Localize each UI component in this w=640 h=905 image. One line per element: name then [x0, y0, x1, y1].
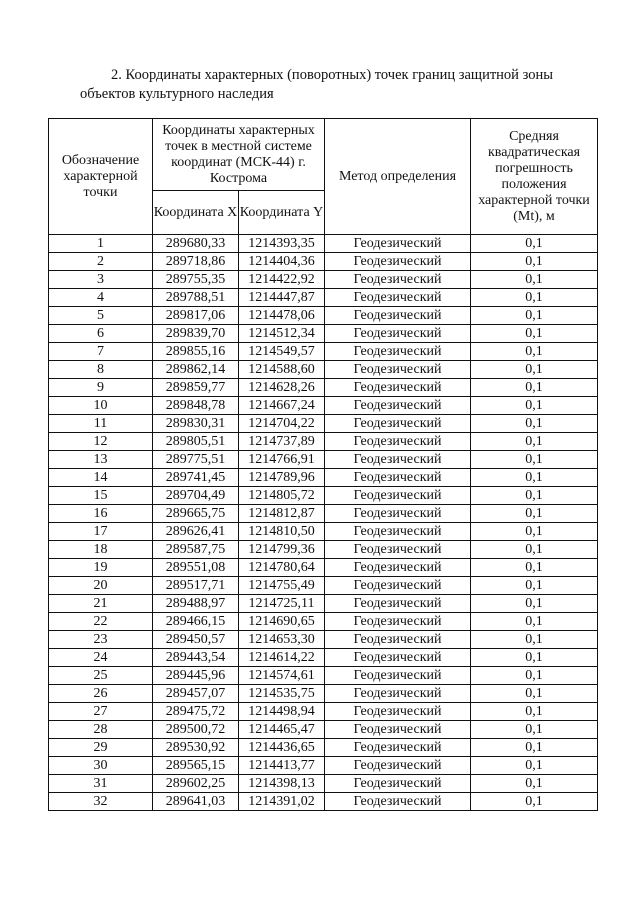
- cell-x: 289848,78: [153, 397, 239, 415]
- cell-x: 289445,96: [153, 667, 239, 685]
- cell-y: 1214653,30: [239, 631, 325, 649]
- cell-error: 0,1: [471, 739, 598, 757]
- table-body: [49, 235, 598, 811]
- cell-point: 22: [49, 613, 153, 631]
- table-row: [49, 559, 598, 577]
- cell-error: 0,1: [471, 685, 598, 703]
- cell-method: Геодезический: [325, 235, 471, 253]
- cell-point: 26: [49, 685, 153, 703]
- cell-point: 13: [49, 451, 153, 469]
- cell-method: Геодезический: [325, 361, 471, 379]
- cell-method: Геодезический: [325, 559, 471, 577]
- cell-error: 0,1: [471, 667, 598, 685]
- cell-x: 289530,92: [153, 739, 239, 757]
- header-point: Обозначение характерной точки: [49, 119, 153, 235]
- cell-point: 6: [49, 325, 153, 343]
- cell-x: 289565,15: [153, 757, 239, 775]
- cell-y: 1214755,49: [239, 577, 325, 595]
- cell-x: 289665,75: [153, 505, 239, 523]
- header-method: Метод определения: [325, 119, 471, 235]
- cell-method: Геодезический: [325, 397, 471, 415]
- cell-point: 32: [49, 793, 153, 811]
- cell-error: 0,1: [471, 397, 598, 415]
- cell-y: 1214799,36: [239, 541, 325, 559]
- cell-method: Геодезический: [325, 415, 471, 433]
- cell-error: 0,1: [471, 721, 598, 739]
- cell-point: 8: [49, 361, 153, 379]
- cell-error: 0,1: [471, 775, 598, 793]
- cell-x: 289855,16: [153, 343, 239, 361]
- cell-method: Геодезический: [325, 703, 471, 721]
- table-row: [49, 325, 598, 343]
- cell-point: 15: [49, 487, 153, 505]
- cell-y: 1214805,72: [239, 487, 325, 505]
- cell-y: 1214549,57: [239, 343, 325, 361]
- table-row: [49, 631, 598, 649]
- cell-y: 1214465,47: [239, 721, 325, 739]
- cell-method: Геодезический: [325, 739, 471, 757]
- cell-point: 27: [49, 703, 153, 721]
- cell-method: Геодезический: [325, 271, 471, 289]
- cell-method: Геодезический: [325, 307, 471, 325]
- cell-x: 289587,75: [153, 541, 239, 559]
- cell-point: 28: [49, 721, 153, 739]
- cell-error: 0,1: [471, 541, 598, 559]
- cell-point: 14: [49, 469, 153, 487]
- cell-method: Геодезический: [325, 253, 471, 271]
- table-row: [49, 721, 598, 739]
- cell-x: 289443,54: [153, 649, 239, 667]
- cell-error: 0,1: [471, 505, 598, 523]
- section-heading: [48, 66, 608, 104]
- cell-point: 10: [49, 397, 153, 415]
- table-row: [49, 595, 598, 613]
- cell-x: 289788,51: [153, 289, 239, 307]
- cell-point: 18: [49, 541, 153, 559]
- cell-x: 289862,14: [153, 361, 239, 379]
- table-row: [49, 775, 598, 793]
- header-error: Средняя квадратическая погрешность положения характерной точки (Mt), м: [471, 119, 598, 235]
- cell-error: 0,1: [471, 793, 598, 811]
- cell-y: 1214398,13: [239, 775, 325, 793]
- table-row: [49, 793, 598, 811]
- cell-y: 1214447,87: [239, 289, 325, 307]
- cell-method: Геодезический: [325, 523, 471, 541]
- cell-method: Геодезический: [325, 289, 471, 307]
- cell-x: 289755,35: [153, 271, 239, 289]
- cell-error: 0,1: [471, 559, 598, 577]
- cell-method: Геодезический: [325, 469, 471, 487]
- cell-x: 289500,72: [153, 721, 239, 739]
- table-row: [49, 235, 598, 253]
- cell-error: 0,1: [471, 379, 598, 397]
- cell-error: 0,1: [471, 631, 598, 649]
- cell-point: 19: [49, 559, 153, 577]
- table-row: [49, 685, 598, 703]
- table-row: [49, 523, 598, 541]
- cell-point: 23: [49, 631, 153, 649]
- cell-point: 30: [49, 757, 153, 775]
- cell-error: 0,1: [471, 649, 598, 667]
- cell-method: Геодезический: [325, 325, 471, 343]
- cell-y: 1214422,92: [239, 271, 325, 289]
- cell-y: 1214789,96: [239, 469, 325, 487]
- cell-x: 289457,07: [153, 685, 239, 703]
- table-row: [49, 577, 598, 595]
- table-row: [49, 415, 598, 433]
- heading-line-2: объектов культурного наследия: [80, 86, 274, 102]
- cell-method: Геодезический: [325, 721, 471, 739]
- cell-error: 0,1: [471, 469, 598, 487]
- cell-error: 0,1: [471, 415, 598, 433]
- cell-x: 289805,51: [153, 433, 239, 451]
- cell-y: 1214498,94: [239, 703, 325, 721]
- cell-y: 1214690,65: [239, 613, 325, 631]
- cell-y: 1214478,06: [239, 307, 325, 325]
- cell-y: 1214436,65: [239, 739, 325, 757]
- cell-x: 289450,57: [153, 631, 239, 649]
- cell-error: 0,1: [471, 307, 598, 325]
- cell-error: 0,1: [471, 595, 598, 613]
- table-row: [49, 505, 598, 523]
- cell-error: 0,1: [471, 577, 598, 595]
- coordinates-table: [48, 118, 598, 811]
- table-row: [49, 703, 598, 721]
- cell-x: 289475,72: [153, 703, 239, 721]
- cell-x: 289517,71: [153, 577, 239, 595]
- cell-error: 0,1: [471, 757, 598, 775]
- cell-method: Геодезический: [325, 343, 471, 361]
- cell-y: 1214737,89: [239, 433, 325, 451]
- cell-error: 0,1: [471, 361, 598, 379]
- cell-point: 24: [49, 649, 153, 667]
- cell-y: 1214574,61: [239, 667, 325, 685]
- cell-method: Геодезический: [325, 541, 471, 559]
- cell-point: 9: [49, 379, 153, 397]
- heading-line-1: 2. Координаты характерных (поворотных) точек границ защитной зоны: [111, 67, 553, 83]
- cell-method: Геодезический: [325, 649, 471, 667]
- cell-point: 4: [49, 289, 153, 307]
- cell-method: Геодезический: [325, 613, 471, 631]
- cell-y: 1214391,02: [239, 793, 325, 811]
- cell-x: 289551,08: [153, 559, 239, 577]
- cell-method: Геодезический: [325, 667, 471, 685]
- cell-point: 1: [49, 235, 153, 253]
- cell-point: 17: [49, 523, 153, 541]
- cell-error: 0,1: [471, 451, 598, 469]
- header-x: Координата X: [153, 191, 239, 235]
- cell-x: 289718,86: [153, 253, 239, 271]
- cell-error: 0,1: [471, 523, 598, 541]
- cell-method: Геодезический: [325, 775, 471, 793]
- table-row: [49, 361, 598, 379]
- cell-point: 31: [49, 775, 153, 793]
- header-coords-group: Координаты характерных точек в местной системе координат (МСК-44) г. Кострома: [153, 119, 325, 191]
- cell-y: 1214667,24: [239, 397, 325, 415]
- cell-error: 0,1: [471, 487, 598, 505]
- cell-point: 29: [49, 739, 153, 757]
- cell-point: 12: [49, 433, 153, 451]
- cell-x: 289839,70: [153, 325, 239, 343]
- cell-error: 0,1: [471, 253, 598, 271]
- cell-method: Геодезический: [325, 631, 471, 649]
- cell-y: 1214704,22: [239, 415, 325, 433]
- cell-y: 1214780,64: [239, 559, 325, 577]
- table-row: [49, 757, 598, 775]
- cell-error: 0,1: [471, 289, 598, 307]
- cell-y: 1214404,36: [239, 253, 325, 271]
- table-row: [49, 739, 598, 757]
- table-row: [49, 289, 598, 307]
- table-row: [49, 487, 598, 505]
- cell-x: 289626,41: [153, 523, 239, 541]
- table-row: [49, 271, 598, 289]
- cell-y: 1214614,22: [239, 649, 325, 667]
- cell-point: 11: [49, 415, 153, 433]
- table-row: [49, 451, 598, 469]
- cell-x: 289830,31: [153, 415, 239, 433]
- cell-y: 1214535,75: [239, 685, 325, 703]
- cell-method: Геодезический: [325, 451, 471, 469]
- cell-point: 2: [49, 253, 153, 271]
- cell-x: 289741,45: [153, 469, 239, 487]
- cell-method: Геодезический: [325, 505, 471, 523]
- table-row: [49, 379, 598, 397]
- cell-method: Геодезический: [325, 433, 471, 451]
- cell-y: 1214725,11: [239, 595, 325, 613]
- cell-method: Геодезический: [325, 487, 471, 505]
- cell-point: 5: [49, 307, 153, 325]
- cell-x: 289859,77: [153, 379, 239, 397]
- cell-point: 25: [49, 667, 153, 685]
- cell-x: 289775,51: [153, 451, 239, 469]
- cell-x: 289680,33: [153, 235, 239, 253]
- cell-method: Геодезический: [325, 757, 471, 775]
- cell-y: 1214810,50: [239, 523, 325, 541]
- cell-x: 289704,49: [153, 487, 239, 505]
- cell-y: 1214393,35: [239, 235, 325, 253]
- table-row: [49, 307, 598, 325]
- cell-method: Геодезический: [325, 685, 471, 703]
- cell-x: 289466,15: [153, 613, 239, 631]
- cell-x: 289602,25: [153, 775, 239, 793]
- cell-method: Геодезический: [325, 793, 471, 811]
- cell-error: 0,1: [471, 343, 598, 361]
- cell-error: 0,1: [471, 613, 598, 631]
- cell-method: Геодезический: [325, 379, 471, 397]
- cell-error: 0,1: [471, 325, 598, 343]
- cell-method: Геодезический: [325, 595, 471, 613]
- table-row: [49, 253, 598, 271]
- cell-point: 3: [49, 271, 153, 289]
- cell-point: 21: [49, 595, 153, 613]
- table-row: [49, 667, 598, 685]
- cell-method: Геодезический: [325, 577, 471, 595]
- cell-error: 0,1: [471, 703, 598, 721]
- cell-x: 289488,97: [153, 595, 239, 613]
- header-y: Координата Y: [239, 191, 325, 235]
- cell-point: 20: [49, 577, 153, 595]
- table-row: [49, 469, 598, 487]
- cell-point: 16: [49, 505, 153, 523]
- table-row: [49, 397, 598, 415]
- cell-y: 1214413,77: [239, 757, 325, 775]
- cell-y: 1214588,60: [239, 361, 325, 379]
- cell-error: 0,1: [471, 271, 598, 289]
- table-row: [49, 541, 598, 559]
- table-row: [49, 433, 598, 451]
- cell-error: 0,1: [471, 433, 598, 451]
- cell-point: 7: [49, 343, 153, 361]
- table-row: [49, 613, 598, 631]
- table-row: [49, 343, 598, 361]
- cell-y: 1214766,91: [239, 451, 325, 469]
- cell-error: 0,1: [471, 235, 598, 253]
- table-row: [49, 649, 598, 667]
- cell-x: 289641,03: [153, 793, 239, 811]
- cell-y: 1214512,34: [239, 325, 325, 343]
- cell-x: 289817,06: [153, 307, 239, 325]
- cell-y: 1214812,87: [239, 505, 325, 523]
- cell-y: 1214628,26: [239, 379, 325, 397]
